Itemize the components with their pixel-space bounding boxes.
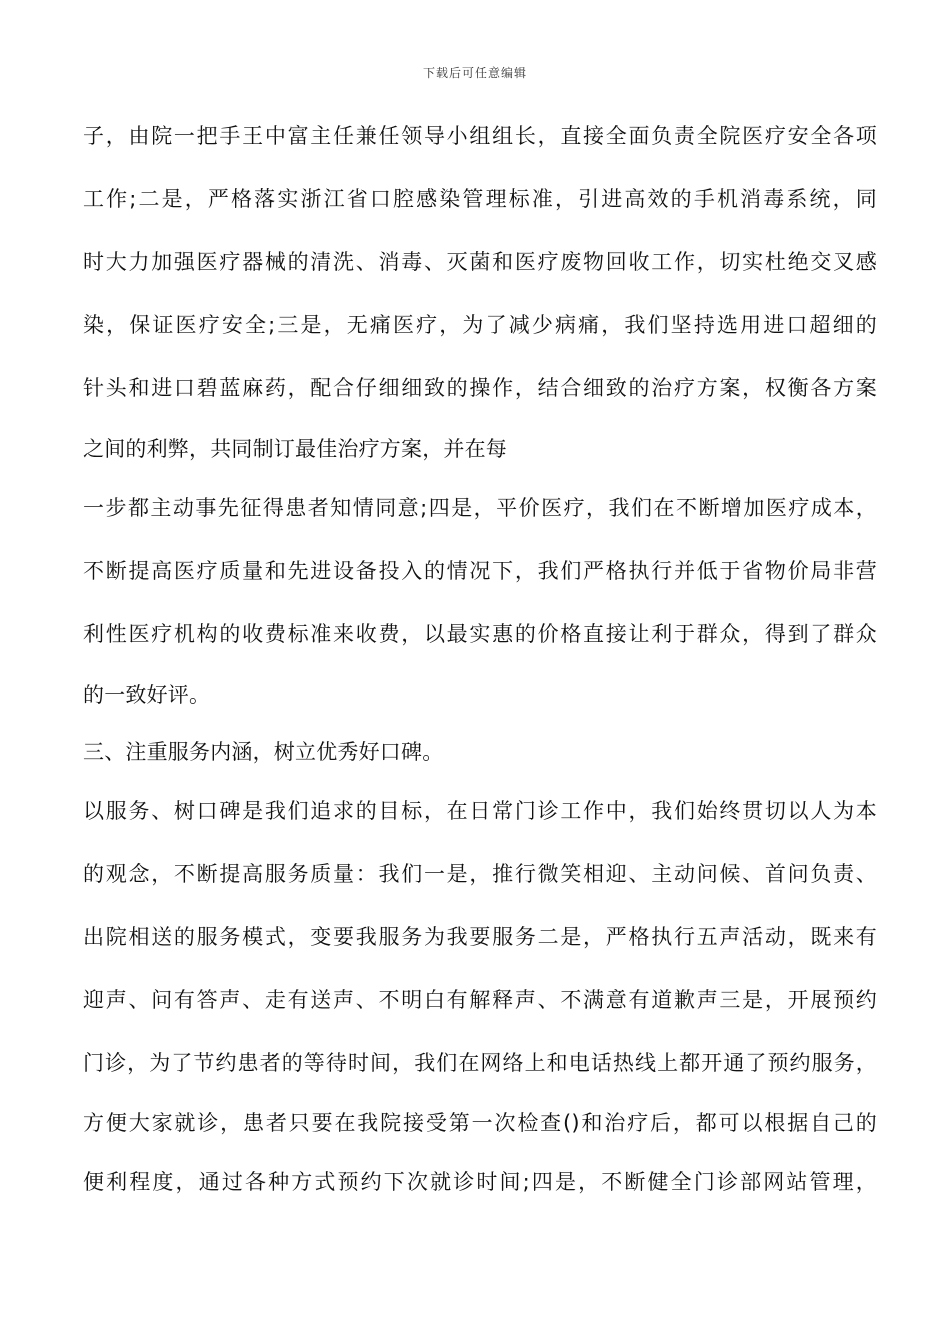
text-line: 门诊，为了节约患者的等待时间，我们在网络上和电话热线上都开通了预约服务， — [83, 1051, 877, 1075]
text-line: 的一致好评。 — [83, 683, 211, 707]
text-line: 时大力加强医疗器械的清洗、消毒、灭菌和医疗废物回收工作，切实杜绝交叉感 — [83, 250, 877, 274]
text-line: 方便大家就诊，患者只要在我院接受第一次检查()和治疗后，都可以根据自己的 — [83, 1111, 877, 1135]
text-line: 子，由院一把手王中富主任兼任领导小组组长，直接全面负责全院医疗安全各项 — [83, 124, 877, 148]
text-line: 迎声、问有答声、走有送声、不明白有解释声、不满意有道歉声三是，开展预约 — [83, 988, 877, 1012]
page-header: 下载后可任意编辑 — [422, 66, 527, 80]
text-line: 针头和进口碧蓝麻药，配合仔细细致的操作，结合细致的治疗方案，权衡各方案 — [83, 376, 877, 400]
text-line: 工作;二是，严格落实浙江省口腔感染管理标准，引进高效的手机消毒系统，同 — [83, 187, 877, 211]
text-line: 不断提高医疗质量和先进设备投入的情况下，我们严格执行并低于省物价局非营 — [83, 559, 877, 583]
text-line: 之间的利弊，共同制订最佳治疗方案，并在每 — [83, 437, 507, 461]
text-line: 一步都主动事先征得患者知情同意;四是，平价医疗，我们在不断增加医疗成本， — [83, 496, 877, 520]
text-line: 便利程度，通过各种方式预约下次就诊时间;四是，不断健全门诊部网站管理， — [83, 1170, 877, 1194]
text-line: 出院相送的服务模式，变要我服务为我要服务二是，严格执行五声活动，既来有 — [83, 925, 877, 949]
section-heading: 三、注重服务内涵，树立优秀好口碑。 — [83, 740, 444, 764]
text-line: 染，保证医疗安全;三是，无痛医疗，为了减少病痛，我们坚持选用进口超细的 — [83, 313, 877, 337]
text-line: 利性医疗机构的收费标准来收费，以最实惠的价格直接让利于群众，得到了群众 — [83, 622, 877, 646]
text-line: 的观念，不断提高服务质量：我们一是，推行微笑相迎、主动问候、首问负责、 — [83, 862, 877, 886]
text-line: 以服务、树口碑是我们追求的目标，在日常门诊工作中，我们始终贯切以人为本 — [83, 799, 877, 823]
